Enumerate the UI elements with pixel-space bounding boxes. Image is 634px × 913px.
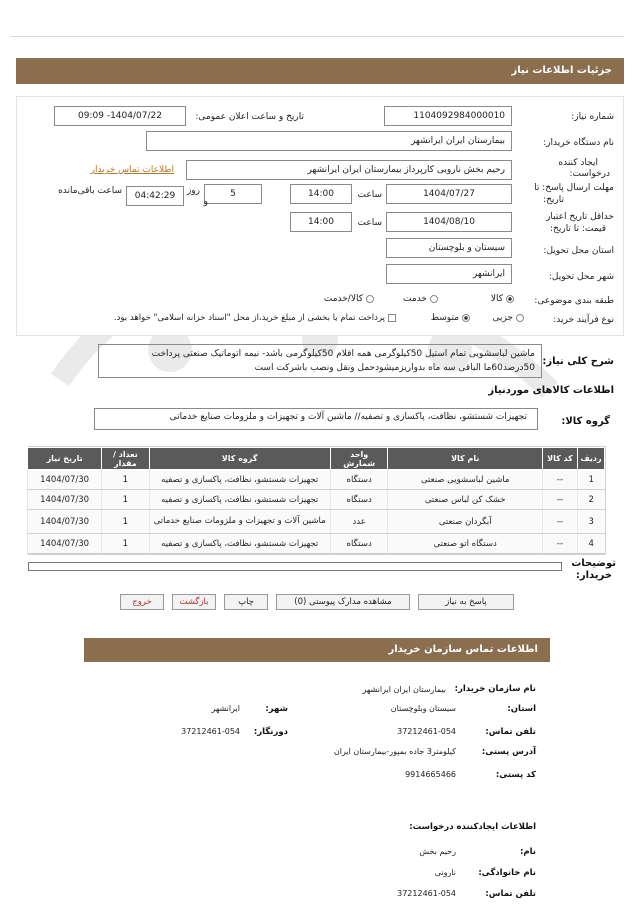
cell-code: -- [542,490,577,510]
buyer-notes-field [28,562,562,571]
city-label: شهر محل تحویل: [548,272,614,282]
cell-unit: دستگاه [330,470,388,490]
announce-label: تاریخ و ساعت اعلان عمومی: [195,112,304,122]
cell-unit: عدد [330,510,388,534]
days-field: 5 [204,184,262,204]
category-label: طبقه بندی موضوعی: [534,296,614,306]
creator-last-name-value: نارونی [434,868,456,877]
category-option-both[interactable]: کالا/خدمت [324,294,374,304]
cell-code: -- [542,534,577,554]
contact-postal-label: کد پستی: [495,770,536,780]
items-table [27,447,605,554]
cell-item-name: خشک کن لباس صنعتی [388,490,542,510]
print-button[interactable]: چاپ [224,594,268,610]
creator-label-2: درخواست: [569,169,610,179]
buyer-contact-link[interactable]: اطلاعات تماس خریدار [90,165,174,175]
category-option-goods[interactable]: کالا [491,294,514,304]
creator-first-name-label: نام: [519,847,536,857]
description-label: شرح کلی نیاز: [542,356,614,367]
creator-first-name-value: رحیم بخش [419,847,456,856]
exit-button[interactable]: خروج [120,594,164,610]
cell-date: 1404/07/30 [28,490,102,510]
buyer-notes-label-1: توضیحات [571,558,616,569]
cell-group: ماشین آلات و تجهیزات و ملزومات صنایع خدماتی [149,510,330,534]
validity-label-1: حداقل تاریخ اعتبار [546,212,614,222]
attachments-button[interactable]: مشاهده مدارک پیوستی (0) [276,594,410,610]
col-header: تعداد / مقدار [102,448,149,470]
cell-unit: دستگاه [330,534,388,554]
validity-time-label: ساعت [357,218,382,228]
goods-group-label: گروه کالا: [561,416,610,427]
cell-date: 1404/07/30 [28,510,102,534]
days-label: روز [186,186,200,196]
cell-row-number: 4 [577,534,604,554]
deadline-date-field: 1404/07/27 [386,184,512,204]
reply-button[interactable]: پاسخ به نیاز [418,594,514,610]
contact-address-label: آدرس پستی: [481,747,536,757]
buyer-notes-label-2: خریدار: [575,570,612,581]
cell-group: تجهیزات شستشو، نظافت، پاکسازی و تصفیه [149,470,330,490]
buyer-org-field: بیمارستان ایران ایرانشهر [146,131,512,151]
table-header-row [28,448,605,470]
validity-time-field: 14:00 [290,212,352,232]
creator-section-title: اطلاعات ایجادکننده درخواست: [409,822,536,832]
validity-label-2: قیمت: تا تاریخ: [550,224,606,234]
table-row[interactable] [28,534,605,554]
creator-last-name-label: نام خانوادگی: [478,868,536,878]
col-header: واحد شمارش [330,448,388,470]
cell-row-number: 1 [577,470,604,490]
contact-title: اطلاعات تماس سازمان خریدار [388,644,538,655]
cell-code: -- [542,470,577,490]
cell-date: 1404/07/30 [28,534,102,554]
cell-row-number: 3 [577,510,604,534]
need-number-field: 1104092984000010 [384,106,512,126]
remaining-time-field: 04:42:29 [126,186,184,206]
announce-field: 1404/07/22- 09:09 [54,106,186,126]
payment-note[interactable]: پرداخت تمام یا بخشی از مبلغ خرید،از محل "اسناد خزانه اسلامی" خواهد بود. [114,313,396,323]
top-divider [10,36,624,37]
deadline-label-1: مهلت ارسال پاسخ: تا [534,183,614,193]
radio-icon[interactable] [430,295,438,303]
validity-date-field: 1404/08/10 [386,212,512,232]
col-header: کد کالا [542,448,577,470]
table-row[interactable] [28,470,605,490]
contact-province-label: استان: [507,704,536,714]
process-label: نوع فرآیند خرید: [553,315,614,325]
cell-group: تجهیزات شستشو، نظافت، پاکسازی و تصفیه [149,534,330,554]
city-field: ایرانشهر [386,264,512,284]
contact-postal-value: 9914665466 [405,770,456,779]
process-option-medium[interactable]: متوسط [431,313,470,323]
category-option-service[interactable]: خدمت [403,294,438,304]
contact-phone-value: 37212461-054 [397,727,456,736]
need-number-label: شماره نیاز: [571,112,614,122]
contact-org-label: نام سازمان خریدار: [454,684,536,694]
radio-icon[interactable] [366,295,374,303]
province-field: سیستان و بلوچستان [386,238,512,258]
page-header [16,58,624,84]
cell-quantity: 1 [102,510,149,534]
table-row[interactable] [28,490,605,510]
col-header: گروه کالا [149,448,330,470]
deadline-time-label: ساعت [357,190,382,200]
col-header: نام کالا [388,448,542,470]
col-header: ردیف [577,448,604,470]
radio-icon[interactable] [506,295,514,303]
contact-city-value: ایرانشهر [211,704,240,713]
cell-row-number: 2 [577,490,604,510]
deadline-time-field: 14:00 [290,184,352,204]
cell-item-name: آبگردان صنعتی [388,510,542,534]
cell-quantity: 1 [102,470,149,490]
contact-org-value: بیمارستان ایران ایرانشهر [362,685,446,694]
process-option-minor[interactable]: جزیی [492,313,524,323]
items-table-wrap [28,446,606,555]
contact-header [84,638,550,662]
creator-field: رحیم بخش نارویی کارپرداز بیمارستان ایران ایرانشهر [186,160,512,180]
cell-unit: دستگاه [330,490,388,510]
cell-group: تجهیزات شستشو، نظافت، پاکسازی و تصفیه [149,490,330,510]
cell-quantity: 1 [102,490,149,510]
description-field: ماشین لباسشویی تمام استیل 50کیلوگرمی همه اقلام 50کیلوگرمی باشد- نیمه اتوماتیک صنعتی پرداخت 50درصد60ما الباقی سه ماه بدواریزمیشودحمل ونقل ونصب باشرکت است [98,344,542,378]
radio-icon[interactable] [462,314,470,322]
contact-fax-value: 37212461-054 [181,727,240,736]
cell-item-name: دستگاه اتو صنعتی [388,534,542,554]
back-button[interactable]: بازگشت [172,594,216,610]
creator-label-1: ایجاد کننده [558,158,598,168]
remaining-label: ساعت باقی‌مانده [58,186,122,196]
cell-date: 1404/07/30 [28,470,102,490]
contact-address-value: کیلومتر3 جاده بمپور-بیمارستان ایران [333,747,456,756]
table-row[interactable] [28,510,605,534]
and-label: و [203,197,208,207]
col-header: تاریخ نیاز [28,448,102,470]
page-title: جزئیات اطلاعات نیاز [511,65,612,76]
radio-icon[interactable] [516,314,524,322]
goods-group-field: تجهیزات شستشو، نظافت، پاکسازی و تصفیه// ماشین آلات و تجهیزات و ملزومات صنایع خدماتی [94,408,538,430]
contact-city-label: شهر: [265,704,288,714]
province-label: استان محل تحویل: [543,246,614,256]
cell-item-name: ماشین لباسشویی صنعتی [388,470,542,490]
deadline-label-2: تاریخ: [543,195,564,205]
checkbox-icon[interactable] [388,314,396,322]
contact-fax-label: دورنگار: [253,727,288,737]
goods-info-title: اطلاعات کالاهای موردنیاز [488,385,614,396]
contact-phone-label: تلفن تماس: [485,727,536,737]
cell-code: -- [542,510,577,534]
creator-phone-label: تلفن تماس: [485,889,536,899]
contact-province-value: سیستان وبلوچستان [390,704,456,713]
cell-quantity: 1 [102,534,149,554]
creator-phone-value: 37212461-054 [397,889,456,898]
buyer-org-label: نام دستگاه خریدار: [543,138,614,148]
